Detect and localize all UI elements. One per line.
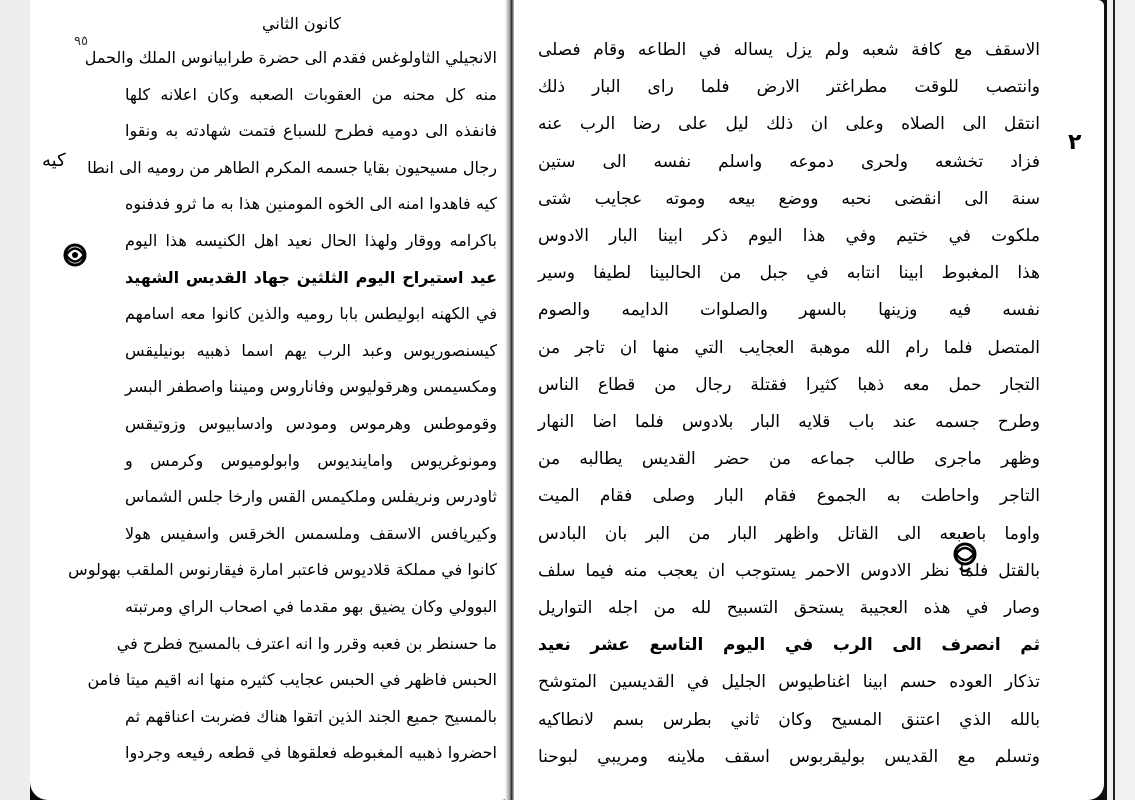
running-head: كانون الثاني xyxy=(262,14,341,33)
margin-note: كيه xyxy=(42,150,66,171)
text-line: ومكسيمس وهرقوليوس وفاناروس وميننا واصطفر البسر xyxy=(125,377,497,397)
text-line: الحبس فاظهر في الحبس عجايب كثيره منها انه اقيم ميتا فامن xyxy=(87,670,497,690)
text-line: وقوموطس وهرموس ومودس وادسابيوس وزوتيقس xyxy=(125,413,497,433)
text-line: فزاد تخشعه ولحرى دموعه واسلم نفسه الى ستين xyxy=(538,151,1040,172)
text-line: كانوا في مملكة قلاديوس فاعتبر امارة فيقارنوس الملقب بهولوس xyxy=(68,560,497,580)
text-line: سنة الى انقضى نحبه ووضع بيعه وموته عجايب شتى xyxy=(538,188,1040,209)
text-line: نفسه فيه وزينها بالسهر والصلوات الدايمه والصوم xyxy=(538,300,1040,321)
text-line: ملكوت في ختيم وفي هذا اليوم ذكر ابينا البار الادوس xyxy=(538,226,1040,247)
text-line: وصار في هذه العجيبة يستحق التسبيح لله من اجله التواريل xyxy=(538,598,1040,619)
text-line: البوولي وكان يضيق بهو مقدما في اصحاب الراي ومرتبته xyxy=(125,596,497,616)
text-line: وكيريافس الاسقف وملسمس الخرقس واسفيس هولا xyxy=(125,523,497,543)
text-line: التاجر واحاطت به الجموع فقام البار وصلى فقام الميت xyxy=(538,486,1040,507)
text-line: بالله الذي اعتنق المسيح وكان ثاني بطرس بسم لانطاكيه xyxy=(538,709,1040,730)
text-line: وتسلم مع القديس بوليقربوس اسقف ملاينه ومريبي لبوحنا xyxy=(538,746,1040,767)
text-line: ما حسنطر بن فعبه وقرر وا انه اعترف بالمسيح فطرح في xyxy=(116,633,497,653)
feast-heading-line: ثم انصرف الى الرب في اليوم التاسع عشر نعيد xyxy=(538,635,1040,656)
knot-ornament-svg xyxy=(58,238,92,272)
text-line: باكرامه ووقار ولهذا الحال نعيد اهل الكنيسه هذا اليوم xyxy=(125,230,497,250)
text-line: وظهر ماجرى طالب جماعه من حضر القديس يطالبه من xyxy=(538,449,1040,470)
text-line: في الكهنه ابوليطس بابا روميه والذين كانوا معه اسامهم xyxy=(125,304,497,324)
text-line: كيه فاهدوا امنه الى الخوه المومنين هذا به ما ثرو فدفنوه xyxy=(125,194,497,214)
text-line: منه كل محنه من العقوبات الصعبه وكان اعلانه كلها xyxy=(125,84,497,104)
text-line: التجار حمل معه ذهبا كثيرا فقتلة رجال من قطاع الناس xyxy=(538,374,1040,395)
right-page-edge xyxy=(1104,0,1135,800)
text-line: بالقتل فلما نظر الادوس الاحمر يستوجب ان يعجب منه فيما سلف xyxy=(538,560,1040,581)
feast-heading-line: عيد استيراح اليوم الثلثين جهاد القديس الشهيد xyxy=(125,267,497,287)
left-page-edge xyxy=(0,0,30,800)
text-line: ومونوغريوس واماينديوس وابولوميوس وكرمس و xyxy=(125,450,497,470)
text-line: فانفذه الى دوميه فطرح للسباع فتمت شهادته به ونقوا xyxy=(125,121,497,141)
text-line: وانتصب للوقت مطراغتر الارض فلما راى البار ذلك xyxy=(538,77,1040,98)
folio-number: ٩٥ xyxy=(74,34,88,49)
text-line: وطرح جسمه عند باب قلايه البار بلادوس فلما اضا النهار xyxy=(538,412,1040,433)
page-mark: ٢ xyxy=(1068,130,1082,155)
text-line: كيسنصوريوس وعبد الرب يهم اسما ذهبيه بونيليقس xyxy=(125,340,497,360)
text-line: واوما باصبعه الى القاتل واظهر البار من البر بان البادس xyxy=(538,523,1040,544)
text-line: المتصل فلما رام الله موهبة العجايب التي منها ان تاجر من xyxy=(538,337,1040,358)
text-line: تذكار العوده حسم ابينا اغناطيوس الجليل في القديسين المتوشح xyxy=(538,672,1040,693)
text-line: هذا المغبوط ابينا انتابه في جبل من الحالبينا لطيفا وسير xyxy=(538,263,1040,284)
knot-ornament-icon xyxy=(58,238,92,272)
text-line: الانجيلي الثاولوغس فقدم الى حضرة طرابيانوس الملك والحمل xyxy=(84,48,497,67)
text-line: انتقل الى الصلاه وعلى ان ذلك ليل على رضا الرب عنه xyxy=(538,114,1040,135)
text-line: الاسقف مع كافة شعبه ولم يزل يساله في الطاعه وقام فصلى xyxy=(538,40,1040,60)
right-page-text xyxy=(538,32,1040,776)
text-line: ثاودرس ونريفلس وملكيمس القس وارخا جلس الشماس xyxy=(125,487,497,507)
text-line: رجال مسيحيون بقايا جسمه المكرم الطاهر من روميه الى انطا xyxy=(87,157,497,177)
text-line: بالمسيح جميع الجند الذين اتقوا هناك فضربت اعناقهم ثم xyxy=(125,706,497,726)
text-line: احضروا ذهبيه المغبوطه فعلقوها في قطعه رفيعه وجردوا xyxy=(125,743,497,763)
